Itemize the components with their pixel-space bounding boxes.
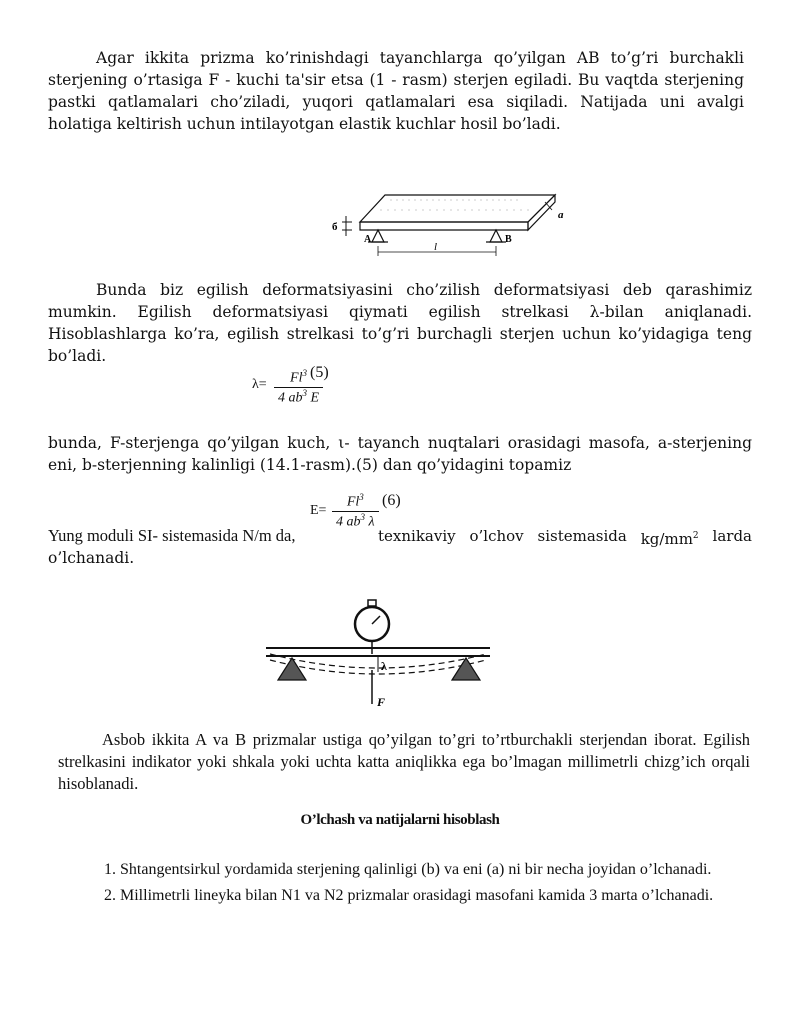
young-modulus-line (48, 525, 752, 547)
formula-5-den-exp: 3 (302, 387, 307, 398)
unit-exponent: 2 (692, 531, 699, 541)
beam-width-label: a (558, 209, 564, 221)
formula-6-den-tail: λ (365, 514, 375, 530)
formula-6-denominator: 4 ab (336, 514, 361, 530)
formula-6-num-exp: 3 (359, 492, 364, 502)
formula-5-tag: (5) (310, 364, 329, 381)
bending-paragraph: Bunda biz egilish deformatsiyasini cho’zilish deformatsiyasi deb qarashimiz mumkin. Egilish deformatsiyasi qiymati egilish strelkasi λ-bilan aniqlanadi. Hisoblashlarga ko’ra, egilish strelkasi to’g’ri burchagli sterjen uchun ko’yidagiga teng bo’ladi. (48, 281, 752, 365)
length-label: l (434, 241, 438, 253)
indicator-figure (260, 592, 500, 712)
device-paragraph: Asbob ikkita A va B prizmalar ustiga qo’yilgan to’gri to’rtburchakli sterjendan iborat. Egilish strelkasini indikator yoki shkala yoki uchta katta aniqlikka ega bo’lmagan millimetrli chizg’ich orqali hisoblanadi. (58, 730, 750, 793)
beam-thickness-label: б (332, 221, 338, 233)
support-a-label: A (364, 234, 372, 245)
formula-5-num-exp: 3 (302, 368, 307, 378)
section-heading: O’lchash va natijalarni hisoblash (300, 812, 500, 828)
definitions-paragraph: bunda, F-sterjenga qo’yilgan kuch, ι- tayanch nuqtalari orasidagi masofa, a-sterjening eni, b-sterjenning kalinligi (14.1-rasm).(5) dan qo’yidagini topamiz (48, 434, 752, 474)
intro-paragraph: Agar ikkita prizma ko’rinishdagi tayanchlarga qo’yilgan AB to’g’ri burchakli sterjening o’rtasiga F - kuchi ta'sir etsa (1 - rasm) sterjen egiladi. Bu vaqtda sterjening pastki qatlamalari cho’ziladi, yuqori qatlamalari esa siqiladi. Natijada uni avalgi holatiga keltirish uchun intilayotgan elastik kuchlar hosil bo’ladi. (48, 49, 744, 133)
force-label: F (377, 695, 386, 709)
beam-figure (330, 180, 570, 260)
formula-5-denominator: 4 ab (278, 390, 303, 406)
young-modulus-si: Yung moduli SI- sistemasida N/m da, (48, 526, 296, 545)
steps-list (60, 858, 752, 908)
young-modulus-line-2: o’lchanadi. (48, 549, 135, 567)
list-item: 1. Shtangentsirkul yordamida sterjening qalinligi (b) va eni (a) ni bir necha joyidan o’lchanadi. (104, 861, 712, 878)
indicator-drawing (260, 592, 500, 712)
formula-5 (252, 366, 372, 410)
formula-6-numerator: Fl (346, 494, 360, 510)
young-modulus-technical: texnikaviy o’lchov sistemasida $kg/mm^2$ larda (378, 527, 752, 548)
formula-5-den-tail: E (307, 390, 320, 406)
beam-drawing (330, 180, 570, 260)
formula-5-lhs: λ= (252, 377, 267, 392)
formula-6-den-exp: 3 (360, 511, 365, 522)
support-b-label: B (505, 234, 512, 245)
formula-6-tag: (6) (382, 492, 401, 509)
list-item: 2. Millimetrli lineyka bilan N1 va N2 prizmalar orasidagi masofani kamida 3 marta o’lchanadi. (104, 887, 714, 904)
formula-6-lhs: E= (310, 503, 327, 518)
formula-5-numerator: Fl (290, 370, 303, 386)
deflection-label: λ (381, 659, 387, 673)
